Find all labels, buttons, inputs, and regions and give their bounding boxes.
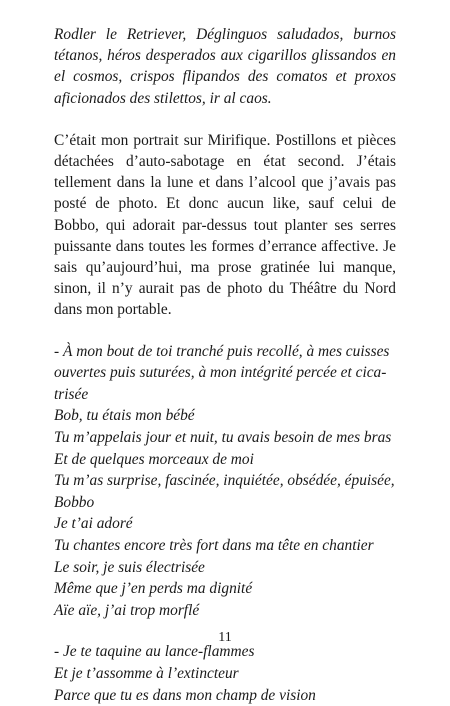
verse-line: Aïe aïe, j’ai trop morflé [54, 601, 200, 619]
verse-line: Tu chantes encore très fort dans ma tête en chantier [54, 536, 374, 554]
verse-line: Je t’ai adoré [54, 515, 133, 533]
prose-paragraph: C’était mon portrait sur Mirifique. Postillons et pièces détachées d’auto-sabotage en état second. J’étais tellement dans la lune et dans l’alcool que j’avais pas posté de photo. Et donc aucun like, sauf celui de Bobbo, qui adorait par-dessus tout planter ses serres puissante dans toutes les formes d’errance affective. Je sais qu’aujourd’hui, ma prose gratinée lui manque, sinon, il n’y aurait pas de photo du Théâtre du Nord dans mon portable. [54, 131, 396, 319]
verse-line: ouvertes puis suturées, à mon intégrité percée et cica- [54, 364, 387, 382]
verse-line: Le soir, je suis électrisée [54, 558, 205, 576]
verse-line: - Je te taquine au lance-flammes [54, 643, 255, 661]
page-number: 11 [218, 630, 232, 645]
verse-line: Et je t’assomme à l’extincteur [54, 664, 239, 682]
verse-line: Et de quelques morceaux de moi [54, 450, 254, 468]
verse-line: Bobbo [54, 493, 95, 511]
verse-line: Tu m’appelais jour et nuit, tu avais besoin de mes bras [54, 429, 392, 447]
spacer [54, 321, 396, 341]
verse-line: - À mon bout de toi tranché puis recollé, à mes cuisses [54, 342, 390, 360]
spacer [54, 109, 396, 130]
song-stanza [54, 341, 396, 622]
verse-line: Tu m’as surprise, fascinée, inquiétée, obsédée, épuisée, [54, 472, 395, 490]
verse-line: trisée [54, 385, 89, 403]
verse-line: Même que j’en perds ma dignité [54, 580, 253, 598]
intro-paragraph: Rodler le Retriever, Déglinguos saludados, burnos tétanos, héros desperados aux cigarillos glissandos en el cosmos, crispos flipandos des comatos et proxos aficionados des stilettos, ir al caos. [54, 26, 396, 107]
page-body [54, 24, 396, 706]
verse-line: Parce que tu es dans mon champ de vision [54, 686, 316, 704]
verse-line: Bob, tu étais mon bébé [54, 407, 195, 425]
